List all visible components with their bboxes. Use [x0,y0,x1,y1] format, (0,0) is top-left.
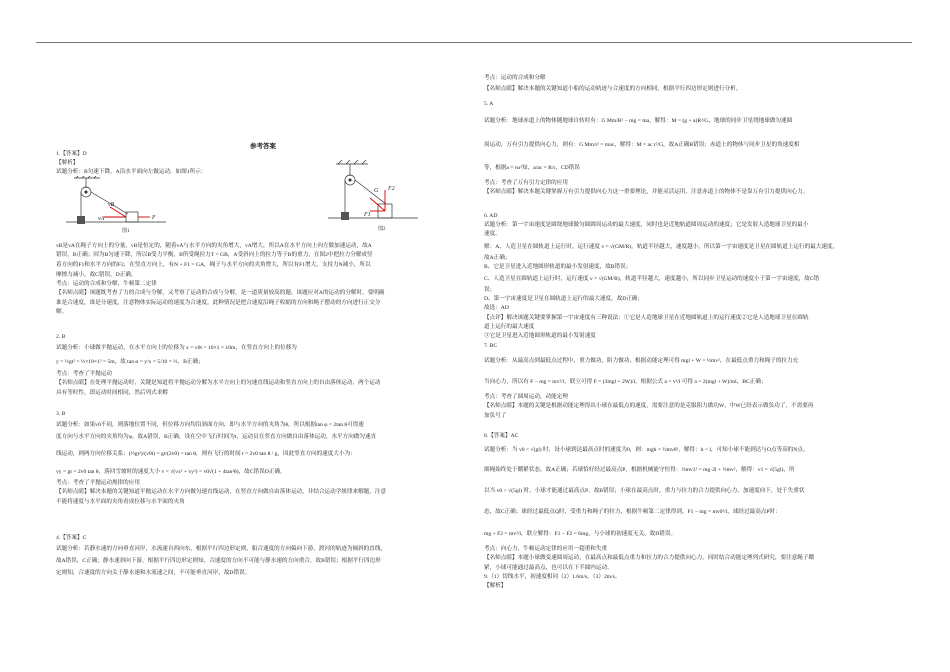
q6-line3: 解：A、人造卫星在圆轨道上运行时，运行速度 v = √(GM/R)，轨道半径越大，速度越小，所以第一宇宙速度是卫星在圆轨道上运行的最大速度， [484,243,839,250]
q8-num: 8.【答案】AC [484,433,519,439]
q5-line3: 等，根据a = rω²知，a/ac = R/r，CD错误 [484,165,580,172]
q9-jx-label: 【解析】 [484,583,507,590]
q4-block [56,534,470,579]
q2-line3: 考点：考查了平抛运动 [56,371,112,378]
q6-line1: 试题分析：第一宇宙速度是圆绕地球做匀圆圆周运动的最大速度，同时也是近地轨道圆周运动的速度；它是发射人造地球卫星的最小 [484,222,809,229]
q6-line2: 速度。 [484,231,501,238]
q1-answer: 1.【答案】D [56,151,87,157]
block-b-icon [77,216,85,224]
q6-num: 6. AD [484,213,498,219]
q3-line4: vy = gt = 2v0 tan θ，落回雪坡时的速度大小 v = √(vx² + vy²) = v0√(1 + 4tan²θ)，故C错误D正确。 [56,469,286,476]
fig2-label-f2: F2 [388,186,395,192]
q6-line4: 故A正确； [484,254,511,261]
top-note-2: 【名师点睛】解决本题的关键知道小船的运动轨迹与合速度的方向相同，根据平行四边形定则进行分析。 [484,86,742,93]
q5-line5: 【名师点睛】解决本题关键掌握万有引力提供向心力这一重要理论，并能灵活运用，注意赤道上的物体不是靠万有引力提供向心力。 [484,189,809,196]
q1-line9: 解。 [56,308,68,315]
q1-line2: vB是vA在绳子方向上的分量，vB是恒定的，随着vA与水平方向的夹角增大，vA增大，所以A在水平方向上向左做加速运动，故A [56,243,372,249]
block-b2-icon [341,212,349,220]
q8-line7: 【名师点睛】本题小球做变速圆周运动，在最高点和最低点重力和拉力的合力提供向心力，同时结合动能定理列式研究，要注意绳子绷 [484,555,815,562]
fig1-label-va: vA [98,216,105,222]
q3-line3: 线运动，则两方向位移关系：(½gt²)/(v0t) = gt/(2v0) = tan θ，则有飞行的时间 t = 2v0 tan θ / g，因此竖直方向的速度大小为： [56,451,356,458]
q2-line1: 试题分析：小球做平抛运动，在水平方向上的位移为 x = v0t = 10×1 = 10m，在竖直方向上的位移为 [56,345,297,352]
q7-num: 7. BC [484,343,498,349]
fig2-label-g: G [374,188,379,194]
q7-block [484,342,904,421]
q2-num: 2. B [56,334,66,340]
q8-block [484,432,904,591]
q3-line2: 度方向与水平方向的夹角均为φ，故A错误，B正确，设在空中飞行时间为t，运动员在竖直方向做自由落体运动，水平方向做匀速直 [56,434,377,441]
q6-line11: 道上运行的最大速度 [484,323,535,330]
q2-line2: y = ½gt² = ½×10×1² = 5m，故 tan α = y/x = 5/10 = ½，B正确； [56,359,204,366]
q8-line3: 以当 v0 > √(5gl) 时，小球才能通过最高点P，故B错误；小球在最高点时，重力与拉力的合力提供向心力，加速度向下，处于失重状 [484,488,805,495]
q4-line2: 故A错误，C正确；静水速斜向下游，根据平行四边形定则知，合速度的方向不可能与静水速的方向重合，故B错误；根据平行四边形 [56,558,381,565]
q6-line12: ③它是卫星进入近地圆形轨道的最小发射速度 [484,333,596,340]
q1-figure-1 [66,176,176,236]
q5-line2: 周运动，万有引力提供向心力，则有：G Mm/r² = mac，解得：M = ac r²/G，故A正确B错误；赤道上的物体与同步卫星的角速度相 [484,142,800,149]
q3-line7: 不能将速度与水平面的夹角看成位移与水平面的夹角 [56,498,185,505]
q3-line6: 【名师点睛】解决本题的关键知道平抛运动在水平方向做匀速直线运动，在竖直方向做自由落体运动，并结合运动学规律来解题，注意 [56,489,387,496]
q2-line4: 【名师点睛】在处理平抛运动时，关键是知道将平抛运动分解为水平方向上的匀速直线运动和竖直方向上的自由落体运动，两个运动 [56,380,381,387]
fig1-label-vb: vB [108,202,115,208]
q6-block [484,212,904,341]
q1-line6: 考点：运动的合成和分解，牛顿第二定律 [56,281,157,288]
q4-line3: 定则知，合速度的方向关于静水速和水流速之间，不可能垂直河岸，故D错误。 [56,570,251,577]
q3-num: 3. B [56,411,66,417]
q8-line5: mg + F2 = mv²/l，联立解得：F1 − F2 = 6mg，与小球的初速度无关，故D错误。 [484,531,677,538]
q7-line4: 【名师点睛】本题的关键是根据动能定理得出小球在最低点的速度，需要注意的是克服阻力做功W，中W已经表示做负功了，不需要再 [484,403,814,410]
top-notes [484,74,904,95]
q5-line1: 试题分析：地球赤道上的物体随地球自转时有：G Mm/R² − mg = ma，解得：M = (g + a)R²/G，地球的同步卫星绕地球做匀速圆 [484,118,793,125]
q6-line5: B、它是卫星进入近地圆形轨道的最小发射速度，故B错误； [484,263,632,270]
q1-line8: 谁是合速度，谁是分速度，注意物体实际运动的速度为合速度。此种情况是把合速度沿绳子收缩的方向和绳子摆动的方向进行正交分 [56,299,381,306]
q1-line1: 试题分析：B匀速下降，A沿水平面向左做运动，如图1所示： [56,169,207,176]
q1-line7: 【名师点睛】该题既考查了力的合成与分解，又考察了运动的合成与分解，是一道质量较高的题。该题应对A的运动的分解时，要明确 [56,290,385,297]
q7-line2: 当向心力，所以有 F − mg = mv²/l，联立可得 F = (3mgl + 2W)/l，根据公式 a = v²/l 可得 a = 2(mgl + W)/ml，BC正确； [484,379,767,386]
q3-block [56,410,470,507]
fig1-label-f: F [152,215,156,221]
q7-line1: 试题分析：从最高点到最低点过程中，重力做功，阻力做功，根据动能定理可得 mgl + W = ½mv²，在最低点重力和绳子的拉力充 [484,358,799,365]
q9-line: 9.（1）切线水平，初速度相同（2）1.6m/s，（3）2m/s。 [484,573,621,580]
fig2-label-f1: F1 [364,212,371,218]
q4-line1: 试题分析：若静水速的方向垂直河岸，水流速自西向东，根据平行四边形定则，船合速度的方向偏向下游，渡河的轨迹为倾斜的直线， [56,546,387,553]
q8-line2: 细绳始终处于绷紧状态，故A正确；若球恰好经过最高点P，根据机械能守恒得：½mv1² = mg·2l + ½mv²，解得：v1 = √(5gl)，所 [484,467,795,474]
q5-block [484,100,904,198]
q1-body [56,242,470,317]
top-note-1: 考点：运动的合成和分解 [484,75,546,81]
q6-line8: D、第一宇宙速度是卫星在圆轨道上运行的最大速度，故D正确； [484,296,644,303]
q6-line6: C、人造卫星在圆轨道上运行时，运行速度 v = √(GM/R)，轨道半径越大，速度越小，所以同步卫星运动的速度小于第一宇宙速度，故C错 [484,276,820,283]
q1-figure-2 [328,160,428,236]
q2-block [56,333,470,398]
q5-line4: 考点：考查了万有引力定律的应用 [484,180,568,187]
q8-line8: 紧，小球可能通过最高点，也可以在下半圆内运动。 [484,564,613,571]
q6-line10: 【点评】解决该题关键要掌握第一宇宙速度有三种说法：①它是人造地球卫星在近地圆轨道上的运行速度②它是人造地球卫星在圆轨 [484,314,809,321]
page-title: 参考答案 [250,143,276,150]
q6-line9: 故选：AD [484,305,509,312]
q1-line4: 着方向的F1和水平方向的F2，在竖直方向上，有N + F1 = GA，绳子与水平方向的夹角增大，所以有F1增大，支持力N减小，所以 [56,262,371,269]
q1-line3: 错误，B正确；因为B匀速下降，所以B受力平衡，B所受绳拉力T = GB，A受斜向上的拉力等于B的重力，在图2中把拉力分解成竖 [56,252,373,259]
q1-line5: 摩擦力减小，故C错误，D正确。 [56,271,137,278]
fig1-caption: 图1 [122,229,130,234]
q4-num: 4.【答案】C [56,535,87,541]
q8-line4: 态，故C正确；球经过最低点Q时，受重力和绳子的拉力，根据牛顿第二定律得到，F1 − mg = mv0²/l，球经过最高点P时： [484,509,781,516]
q7-line5: 加负号了 [484,412,507,419]
header-rule [36,42,912,43]
q3-line1: 试题分析：如果v0不同，则落地位置不同，但位移方向均沿斜面方向，即与水平方向的夹角为θ，所以根据tan φ = 2tan θ可得速 [56,422,364,429]
q1-jx-label: 【解析】 [56,160,79,167]
fig2-caption: 图2 [378,227,386,232]
q5-num: 5. A [484,101,494,107]
q7-line3: 考点：考查了圆周运动，动能定理 [484,394,568,401]
q3-line5: 考点：考查了平抛运动规律的应用 [56,480,140,487]
q8-line6: 考点：向心力，牛顿运动定律的应用一超重和失重 [484,546,608,553]
q2-line5: 具有等时性，即运动时间相同，然后列式求解 [56,389,168,396]
q6-line7: 误； [484,287,496,294]
q8-line1: 试题分析：当 v0 < √(gl) 时，设小球到达最高点时的速度为0，则：mgh = ½mv0²，解得：h < l，可知小球不能到达与O点等高的N点。 [484,447,809,454]
